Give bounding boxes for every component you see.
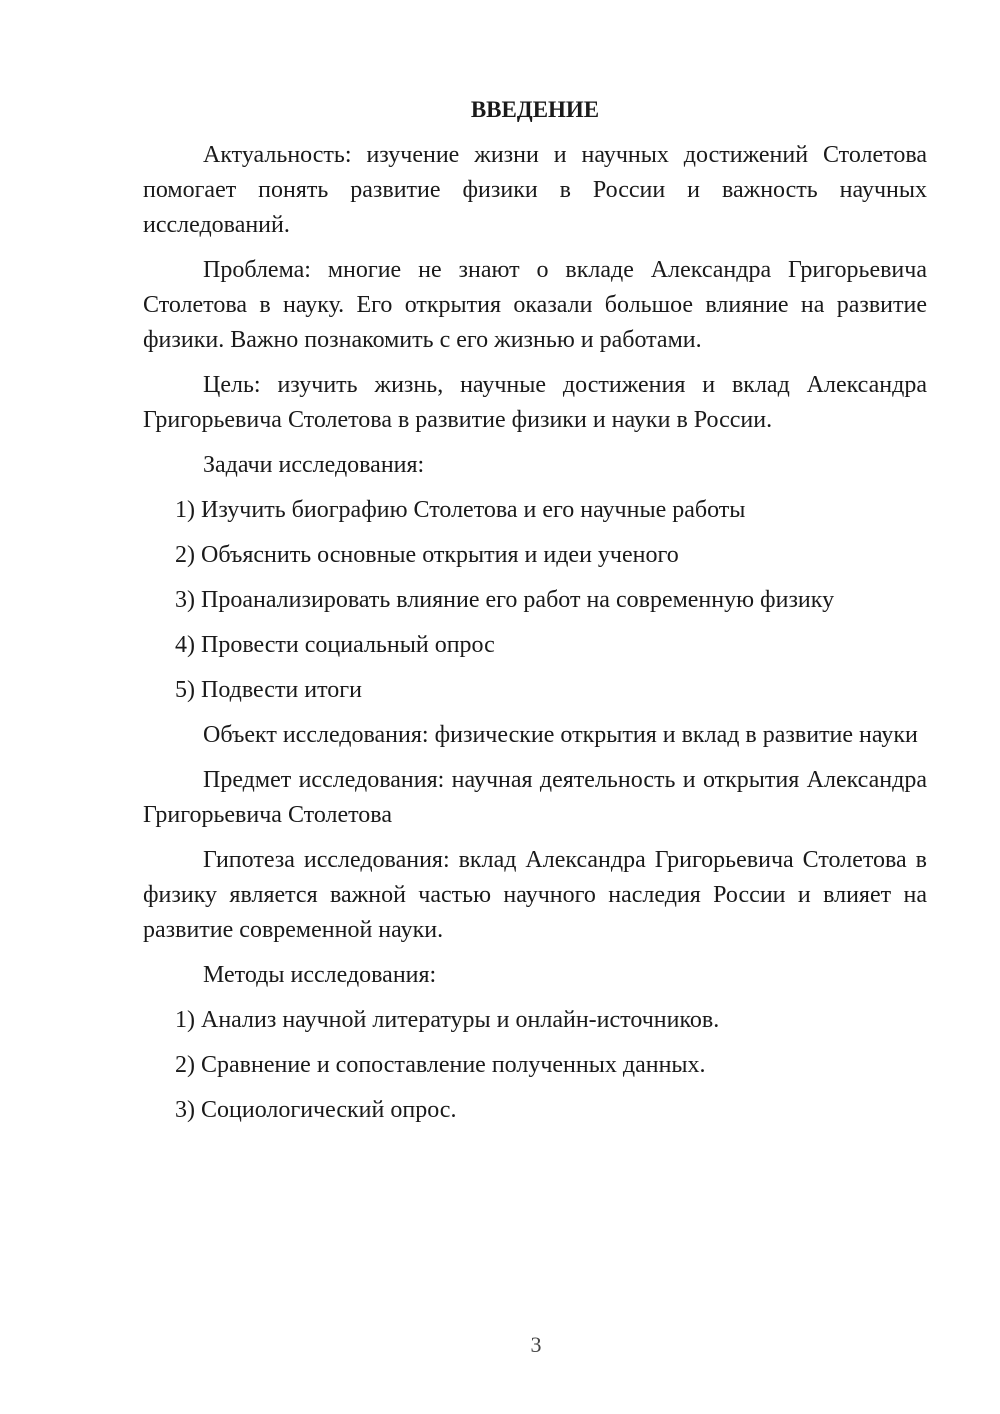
relevance-paragraph: Актуальность: изучение жизни и научных достижений Столетова помогает понять развитие физики в России и важность научных исследований. [143, 142, 927, 238]
goal-paragraph: Цель: изучить жизнь, научные достижения и вклад Александра Григорьевича Столетова в развитие физики и науки в России. [143, 372, 927, 433]
subject-paragraph: Предмет исследования: научная деятельность и открытия Александра Григорьевича Столетова [143, 767, 927, 828]
problem-paragraph: Проблема: многие не знают о вкладе Александра Григорьевича Столетова в науку. Его открытия оказали большое влияние на развитие физики. Важно познакомить с его жизнью и работами. [143, 257, 927, 353]
task-item: 5) Подвести итоги [175, 677, 362, 703]
tasks-list [143, 493, 927, 708]
document-body [143, 92, 927, 1138]
section-title: ВВЕДЕНИЕ [470, 97, 600, 122]
page-number: 3 [530, 1332, 542, 1357]
method-item: 3) Социологический опрос. [175, 1097, 457, 1123]
method-item: 1) Анализ научной литературы и онлайн-источников. [175, 1007, 720, 1033]
method-item: 2) Сравнение и сопоставление полученных данных. [175, 1052, 706, 1078]
tasks-heading: Задачи исследования: [203, 452, 425, 478]
task-item: 1) Изучить биографию Столетова и его научные работы [175, 497, 746, 523]
hypothesis-paragraph: Гипотеза исследования: вклад Александра Григорьевича Столетова в физику является важной частью научного наследия России и влияет на развитие современной науки. [143, 847, 927, 943]
task-item: 4) Провести социальный опрос [175, 632, 495, 658]
methods-heading: Методы исследования: [203, 962, 437, 988]
object-paragraph: Объект исследования: физические открытия и вклад в развитие науки [203, 722, 918, 748]
methods-list [143, 1003, 927, 1128]
task-item: 3) Проанализировать влияние его работ на современную физику [175, 587, 835, 613]
task-item: 2) Объяснить основные открытия и идеи ученого [175, 542, 679, 568]
